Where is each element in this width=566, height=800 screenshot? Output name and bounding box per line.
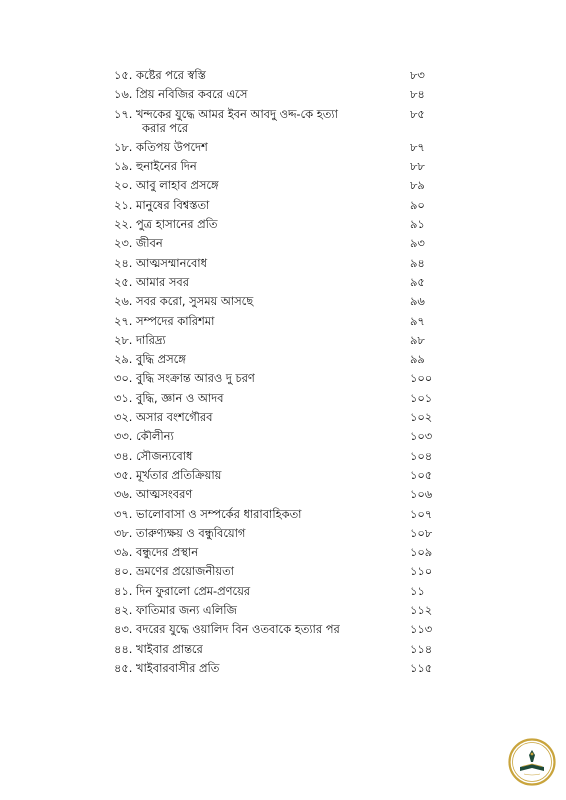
toc-entry-title: ১৬. প্রিয় নবিজির কবরে এসে xyxy=(114,87,248,102)
toc-row[interactable] xyxy=(114,661,440,675)
toc-row[interactable] xyxy=(114,140,440,154)
toc-entry-title: ১৯. হুনাইনের দিন xyxy=(114,159,197,174)
toc-entry-page: ৯৫ xyxy=(410,274,425,289)
toc-entry-title: ৩৮. তারুণ্যক্ষয় ও বন্ধুবিয়োগ xyxy=(114,525,246,540)
toc-entry-page: ১০০ xyxy=(410,371,433,386)
toc-row[interactable] xyxy=(114,449,440,463)
toc-entry-page: ১০৭ xyxy=(410,506,433,521)
toc-entry-title: ৩২. অসার বংশগৌরব xyxy=(114,410,213,425)
toc-entry-page: ৮৫ xyxy=(410,106,425,121)
toc-entry-page: ১০৪ xyxy=(410,448,433,463)
toc-entry-title: ৩৫. মূর্খতার প্রতিক্রিয়ায় xyxy=(114,467,222,482)
toc-row[interactable] xyxy=(114,545,440,559)
publisher-logo xyxy=(508,738,556,786)
toc-entry-page: ১০১ xyxy=(410,390,433,405)
toc-row[interactable] xyxy=(114,507,440,521)
toc-row[interactable] xyxy=(114,603,440,617)
toc-row[interactable] xyxy=(114,564,440,578)
toc-entry-title: ৪২. ফাতিমার জন্য এলিজি xyxy=(114,603,237,618)
toc-entry-title: ৪৫. খাইবারবাসীর প্রতি xyxy=(114,660,220,675)
toc-row[interactable] xyxy=(114,429,440,443)
toc-entry-title: ৩৬. আত্মসংবরণ xyxy=(114,487,193,502)
toc-entry-title: ২৩. জীবন xyxy=(114,236,163,251)
toc-entry-page: ১০৮ xyxy=(410,525,433,540)
toc-entry-page: ৮৪ xyxy=(410,87,425,102)
toc-row[interactable] xyxy=(114,217,440,231)
toc-row[interactable] xyxy=(114,622,440,636)
toc-entry-page: ১০২ xyxy=(410,410,433,425)
toc-entry-title-continued: করার পরে xyxy=(142,120,188,135)
toc-entry-title: ৩৭. ভালোবাসা ও সম্পর্কের ধারাবাহিকতা xyxy=(114,506,302,521)
toc-entry-title: ১৭. খন্দকের যুদ্ধে আমর ইবন আবদু ওদ্দ-কে হত্যা xyxy=(114,106,338,121)
toc-entry-title: ৩১. বুদ্ধি, জ্ঞান ও আদব xyxy=(114,390,224,405)
toc-entry-title: ৪০. ভ্রমণের প্রয়োজনীয়তা xyxy=(114,564,234,579)
toc-entry-page: ৯৩ xyxy=(410,236,425,251)
toc-entry-title: ২১. মানুষের বিশ্বস্ততা xyxy=(114,197,210,212)
toc-entry-page: ৯৬ xyxy=(410,294,425,309)
toc-row[interactable] xyxy=(114,584,440,598)
toc-entry-title: ৩০. বুদ্ধি সংক্রান্ত আরও দু চরণ xyxy=(114,371,255,386)
toc-row[interactable] xyxy=(114,333,440,347)
toc-entry-title: ৩৩. কৌলীন্য xyxy=(114,429,174,444)
toc-entry-title: ২৭. সম্পদের কারিশমা xyxy=(114,313,215,328)
toc-entry-title: ৪৪. খাইবার প্রান্তরে xyxy=(114,641,203,656)
toc-entry-page: ৯৪ xyxy=(410,255,425,270)
toc-entry-page: ১০৩ xyxy=(410,429,433,444)
toc-row[interactable] xyxy=(114,87,440,101)
toc-entry-title: ১৫. কষ্টের পরে স্বস্তি xyxy=(114,68,206,82)
toc-entry-title: ২৬. সবর করো, সুসময় আসছে xyxy=(114,294,254,309)
toc-entry-page: ৮৩ xyxy=(410,68,425,82)
toc-entry-page: ৮৯ xyxy=(410,178,425,193)
toc-row[interactable] xyxy=(114,642,440,656)
toc-entry-page: ৮৭ xyxy=(410,139,425,154)
toc-row[interactable] xyxy=(114,294,440,308)
toc-entry-title-wrapper xyxy=(114,107,410,135)
toc-entry-page: ১০৯ xyxy=(410,545,433,560)
toc-row[interactable] xyxy=(114,352,440,366)
toc-entry-title: ৪৩. বদরের যুদ্ধে ওয়ালিদ বিন ওতবাকে হত্যার পর xyxy=(114,622,340,637)
toc-entry-page: ১০৬ xyxy=(410,487,433,502)
toc-entry-page: ৯৮ xyxy=(410,332,425,347)
toc-entry-title: ২৫. আমার সবর xyxy=(114,274,189,289)
toc-row[interactable] xyxy=(114,107,440,135)
toc-row[interactable] xyxy=(114,198,440,212)
toc-entry-page: ১০৫ xyxy=(410,467,433,482)
toc-row[interactable] xyxy=(114,275,440,289)
toc-row[interactable] xyxy=(114,526,440,540)
toc-row[interactable] xyxy=(114,410,440,424)
toc-entry-page: ৮৮ xyxy=(410,159,425,174)
toc-row[interactable] xyxy=(114,68,440,82)
toc-entry-page: ৯৭ xyxy=(410,313,425,328)
toc-entry-title: ৩৪. সৌজন্যবোধ xyxy=(114,448,193,463)
toc-entry-title: ২২. পুত্র হাসানের প্রতি xyxy=(114,217,218,232)
toc-entry-title: ৪১. দিন ফুরালো প্রেম-প্রণয়ের xyxy=(114,583,251,598)
toc-row[interactable] xyxy=(114,159,440,173)
toc-entry-page: ৯১ xyxy=(410,217,425,232)
toc-entry-page: ১১৫ xyxy=(410,660,433,675)
open-book-pen-icon xyxy=(508,738,556,786)
toc-row[interactable] xyxy=(114,236,440,250)
toc-entry-page: ৯৯ xyxy=(410,352,425,367)
toc-row[interactable] xyxy=(114,178,440,192)
toc-entry-title: ২০. আবু লাহাব প্রসঙ্গে xyxy=(114,178,219,193)
toc-entry-page: ১১০ xyxy=(410,564,433,579)
table-of-contents xyxy=(114,68,440,680)
toc-entry-page: ১১২ xyxy=(410,603,433,618)
toc-entry-title: ২৮. দারিদ্র্য xyxy=(114,332,166,347)
toc-entry-page: ৯০ xyxy=(410,197,425,212)
toc-row[interactable] xyxy=(114,371,440,385)
toc-row[interactable] xyxy=(114,256,440,270)
toc-entry-page: ১১৪ xyxy=(410,641,433,656)
toc-entry-title: ৩৯. বন্ধুদের প্রস্থান xyxy=(114,545,198,560)
toc-row[interactable] xyxy=(114,468,440,482)
toc-entry-page: ১১ xyxy=(410,583,425,598)
toc-entry-title: ২৪. আত্মসম্মানবোধ xyxy=(114,255,207,270)
toc-entry-title: ২৯. বুদ্ধি প্রসঙ্গে xyxy=(114,352,186,367)
toc-row[interactable] xyxy=(114,391,440,405)
toc-entry-page: ১১৩ xyxy=(410,622,433,637)
toc-entry-title: ১৮. কতিপয় উপদেশ xyxy=(114,139,208,154)
toc-row[interactable] xyxy=(114,314,440,328)
toc-row[interactable] xyxy=(114,487,440,501)
